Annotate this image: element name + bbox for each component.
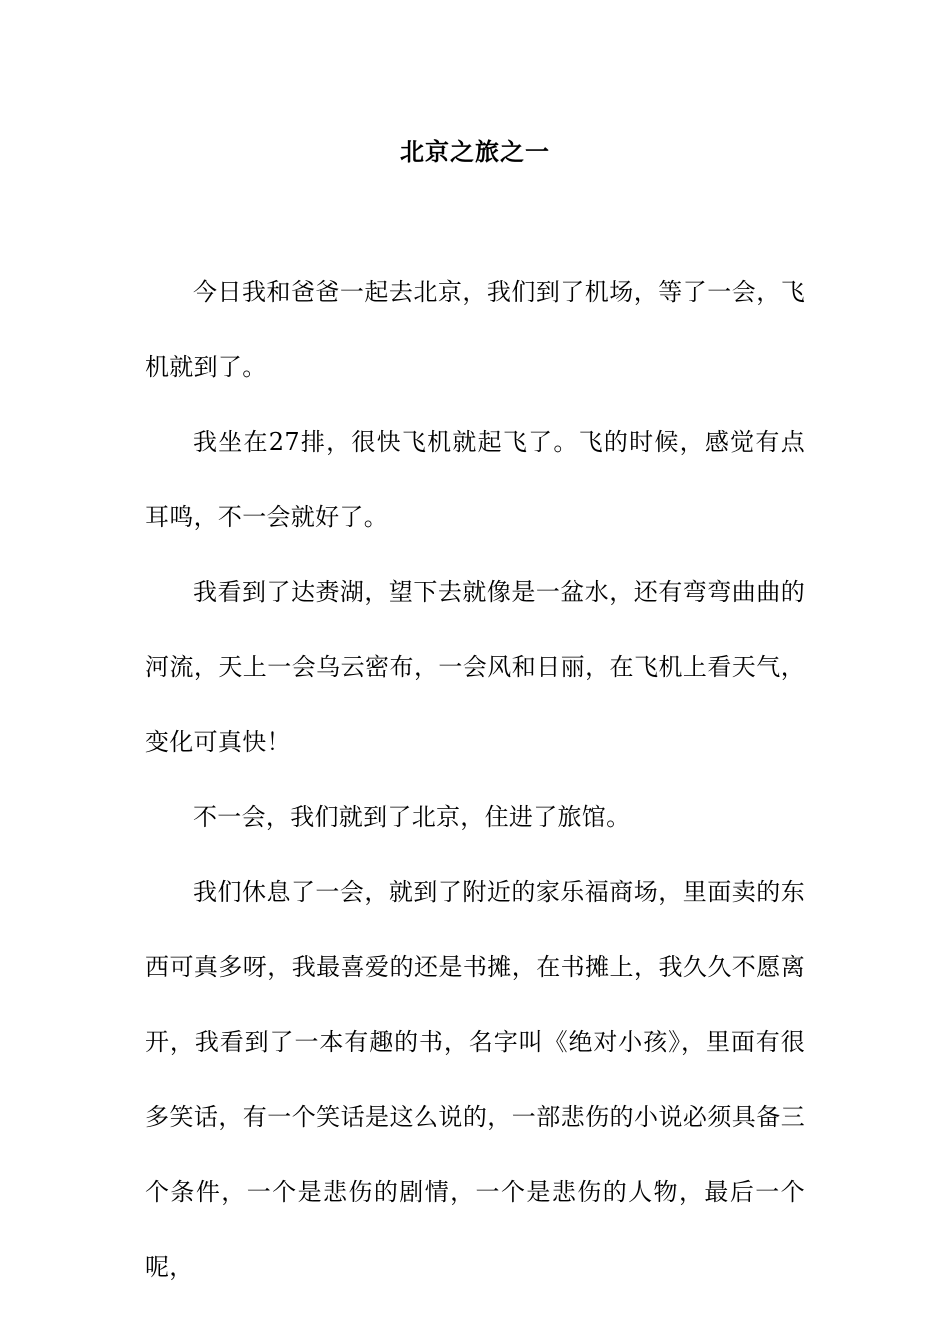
document-title: 北京之旅之一 (400, 138, 550, 166)
document-body (145, 255, 805, 1305)
paragraph: 我们休息了一会，就到了附近的家乐福商场，里面卖的东西可真多呀，我最喜爱的还是书摊，在书摊上，我久久不愿离开，我看到了一本有趣的书，名字叫《绝对小孩》，里面有很多笑话，有一个笑话是这么说的，一部悲伤的小说必须具备三个条件，一个是悲伤的剧情，一个是悲伤的人物，最后一个呢， (145, 878, 805, 1281)
paragraph: 我看到了达赉湖，望下去就像是一盆水，还有弯弯曲曲的河流，天上一会乌云密布，一会风和日丽，在飞机上看天气，变化可真快！ (145, 578, 805, 756)
paragraph: 不一会，我们就到了北京，住进了旅馆。 (193, 803, 631, 831)
paragraph: 今日我和爸爸一起去北京，我们到了机场，等了一会，飞机就到了。 (145, 278, 805, 381)
paragraph: 我坐在27排，很快飞机就起飞了。飞的时候，感觉有点耳鸣，不一会就好了。 (145, 428, 805, 531)
